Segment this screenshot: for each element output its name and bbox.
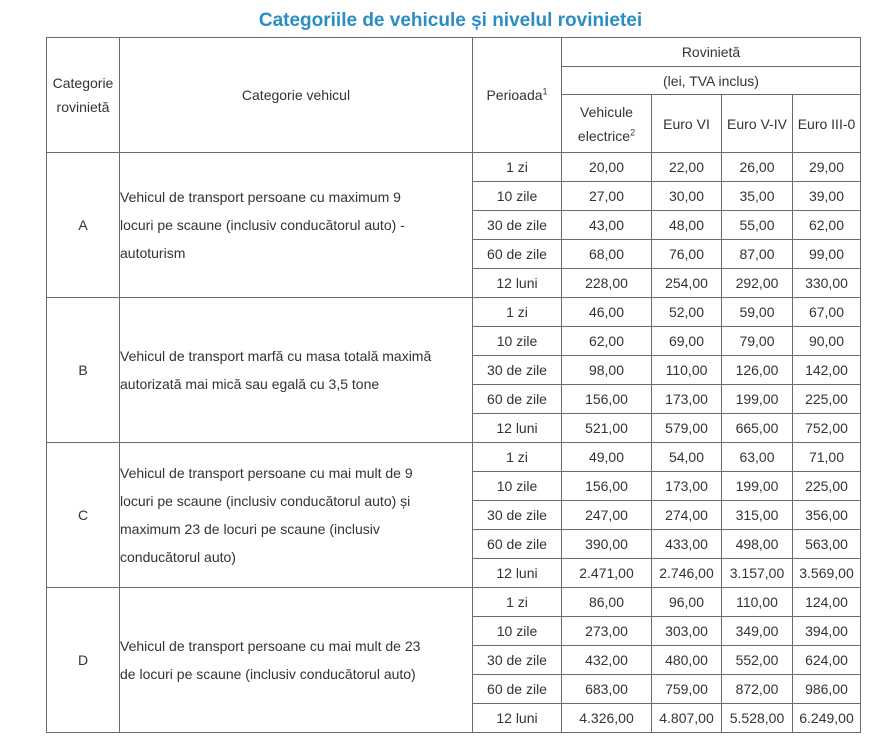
header-vehicule-electrice bbox=[562, 95, 652, 153]
price-electric: 98,00 bbox=[562, 356, 652, 385]
price-electric: 46,00 bbox=[562, 298, 652, 327]
price-euro-v-iv: 87,00 bbox=[722, 240, 793, 269]
period-cell: 12 luni bbox=[473, 414, 562, 443]
price-electric: 432,00 bbox=[562, 646, 652, 675]
period-cell: 30 de zile bbox=[473, 211, 562, 240]
price-electric: 20,00 bbox=[562, 153, 652, 182]
price-electric: 68,00 bbox=[562, 240, 652, 269]
price-euro-v-iv: 63,00 bbox=[722, 443, 793, 472]
price-euro-vi: 303,00 bbox=[652, 617, 722, 646]
category-description bbox=[120, 443, 473, 588]
price-euro-vi: 579,00 bbox=[652, 414, 722, 443]
footnote-2-marker: 2 bbox=[630, 126, 636, 137]
price-euro-vi: 110,00 bbox=[652, 356, 722, 385]
period-cell: 30 de zile bbox=[473, 646, 562, 675]
price-electric: 521,00 bbox=[562, 414, 652, 443]
page-title: Categoriile de vehicule și nivelul rovinietei bbox=[258, 10, 643, 31]
price-euro-iii-0: 142,00 bbox=[793, 356, 861, 385]
price-electric: 86,00 bbox=[562, 588, 652, 617]
price-euro-iii-0: 62,00 bbox=[793, 211, 861, 240]
price-euro-vi: 433,00 bbox=[652, 530, 722, 559]
period-cell: 12 luni bbox=[473, 559, 562, 588]
price-euro-iii-0: 225,00 bbox=[793, 385, 861, 414]
period-cell: 10 zile bbox=[473, 472, 562, 501]
price-euro-iii-0: 225,00 bbox=[793, 472, 861, 501]
category-description-line: maximum 23 de locuri pe scaune (inclusiv bbox=[120, 521, 380, 537]
category-code: D bbox=[47, 588, 120, 733]
period-cell: 10 zile bbox=[473, 617, 562, 646]
price-euro-iii-0: 356,00 bbox=[793, 501, 861, 530]
price-euro-iii-0: 6.249,00 bbox=[793, 704, 861, 733]
price-electric: 49,00 bbox=[562, 443, 652, 472]
price-euro-vi: 48,00 bbox=[652, 211, 722, 240]
period-cell: 1 zi bbox=[473, 588, 562, 617]
category-code: B bbox=[47, 298, 120, 443]
price-euro-v-iv: 552,00 bbox=[722, 646, 793, 675]
period-cell: 30 de zile bbox=[473, 501, 562, 530]
header-euro-vi: Euro VI bbox=[652, 95, 722, 153]
category-description-line: autoturism bbox=[120, 245, 186, 261]
period-cell: 12 luni bbox=[473, 704, 562, 733]
category-description bbox=[120, 298, 473, 443]
category-description bbox=[120, 153, 473, 298]
price-euro-v-iv: 126,00 bbox=[722, 356, 793, 385]
period-cell: 10 zile bbox=[473, 327, 562, 356]
price-euro-v-iv: 349,00 bbox=[722, 617, 793, 646]
price-euro-vi: 4.807,00 bbox=[652, 704, 722, 733]
price-euro-v-iv: 498,00 bbox=[722, 530, 793, 559]
price-euro-vi: 52,00 bbox=[652, 298, 722, 327]
period-cell: 1 zi bbox=[473, 298, 562, 327]
price-electric: 62,00 bbox=[562, 327, 652, 356]
price-euro-iii-0: 986,00 bbox=[793, 675, 861, 704]
category-description-line: autorizată mai mică sau egală cu 3,5 tone bbox=[120, 376, 380, 392]
price-euro-iii-0: 67,00 bbox=[793, 298, 861, 327]
price-euro-v-iv: 665,00 bbox=[722, 414, 793, 443]
price-euro-vi: 22,00 bbox=[652, 153, 722, 182]
table-body bbox=[47, 38, 861, 733]
period-cell: 60 de zile bbox=[473, 385, 562, 414]
table-row bbox=[47, 153, 861, 182]
category-description-line: locuri pe scaune (inclusiv conducătorul auto) și bbox=[120, 493, 411, 509]
category-description bbox=[120, 588, 473, 733]
price-electric: 43,00 bbox=[562, 211, 652, 240]
price-electric: 228,00 bbox=[562, 269, 652, 298]
price-euro-v-iv: 292,00 bbox=[722, 269, 793, 298]
price-euro-iii-0: 71,00 bbox=[793, 443, 861, 472]
footnote-1-marker: 1 bbox=[542, 86, 548, 97]
price-electric: 273,00 bbox=[562, 617, 652, 646]
price-euro-v-iv: 872,00 bbox=[722, 675, 793, 704]
price-euro-v-iv: 26,00 bbox=[722, 153, 793, 182]
price-euro-vi: 69,00 bbox=[652, 327, 722, 356]
price-euro-v-iv: 55,00 bbox=[722, 211, 793, 240]
price-electric: 683,00 bbox=[562, 675, 652, 704]
price-euro-iii-0: 752,00 bbox=[793, 414, 861, 443]
price-euro-vi: 2.746,00 bbox=[652, 559, 722, 588]
price-electric: 27,00 bbox=[562, 182, 652, 211]
price-euro-iii-0: 39,00 bbox=[793, 182, 861, 211]
price-electric: 156,00 bbox=[562, 472, 652, 501]
price-euro-vi: 173,00 bbox=[652, 472, 722, 501]
period-cell: 1 zi bbox=[473, 443, 562, 472]
price-euro-iii-0: 29,00 bbox=[793, 153, 861, 182]
price-euro-v-iv: 315,00 bbox=[722, 501, 793, 530]
table-row bbox=[47, 588, 861, 617]
price-euro-v-iv: 35,00 bbox=[722, 182, 793, 211]
header-categorie-vehicul: Categorie vehicul bbox=[120, 38, 473, 153]
category-description-line: Vehicul de transport persoane cu maximum 9 bbox=[120, 189, 401, 205]
category-description-line: de locuri pe scaune (inclusiv conducătorul auto) bbox=[120, 666, 416, 682]
price-euro-iii-0: 624,00 bbox=[793, 646, 861, 675]
header-perioada-label: Perioada bbox=[486, 87, 543, 103]
header-vehicule-electrice-line2: electrice bbox=[577, 127, 631, 144]
header-rovinieta: Rovinietă bbox=[562, 38, 861, 67]
price-euro-iii-0: 563,00 bbox=[793, 530, 861, 559]
price-euro-v-iv: 59,00 bbox=[722, 298, 793, 327]
price-euro-iii-0: 90,00 bbox=[793, 327, 861, 356]
price-euro-iii-0: 3.569,00 bbox=[793, 559, 861, 588]
table-row bbox=[47, 443, 861, 472]
header-categorie-rovinieta-line2: rovinietă bbox=[56, 99, 110, 115]
price-euro-vi: 173,00 bbox=[652, 385, 722, 414]
category-description-line: locuri pe scaune (inclusiv conducătorul auto) - bbox=[120, 217, 405, 233]
price-euro-v-iv: 199,00 bbox=[722, 472, 793, 501]
category-code: A bbox=[47, 153, 120, 298]
price-euro-vi: 254,00 bbox=[652, 269, 722, 298]
price-euro-vi: 759,00 bbox=[652, 675, 722, 704]
price-euro-v-iv: 199,00 bbox=[722, 385, 793, 414]
header-euro-iii-0: Euro III-0 bbox=[793, 95, 861, 153]
header-categorie-rovinieta bbox=[47, 38, 120, 153]
price-euro-vi: 54,00 bbox=[652, 443, 722, 472]
header-unitate: (lei, TVA inclus) bbox=[562, 67, 861, 95]
price-euro-iii-0: 124,00 bbox=[793, 588, 861, 617]
price-euro-vi: 76,00 bbox=[652, 240, 722, 269]
category-description-line: Vehicul de transport persoane cu mai mult de 9 bbox=[120, 465, 413, 481]
period-cell: 60 de zile bbox=[473, 240, 562, 269]
price-euro-vi: 480,00 bbox=[652, 646, 722, 675]
price-euro-vi: 30,00 bbox=[652, 182, 722, 211]
price-euro-v-iv: 110,00 bbox=[722, 588, 793, 617]
period-cell: 10 zile bbox=[473, 182, 562, 211]
header-categorie-rovinieta-line1: Categorie bbox=[52, 75, 114, 91]
period-cell: 60 de zile bbox=[473, 530, 562, 559]
header-euro-v-iv: Euro V-IV bbox=[722, 95, 793, 153]
vignette-table bbox=[46, 37, 861, 733]
header-vehicule-electrice-line1: Vehicule bbox=[580, 103, 633, 120]
period-cell: 60 de zile bbox=[473, 675, 562, 704]
category-code: C bbox=[47, 443, 120, 588]
price-euro-v-iv: 5.528,00 bbox=[722, 704, 793, 733]
price-electric: 247,00 bbox=[562, 501, 652, 530]
period-cell: 30 de zile bbox=[473, 356, 562, 385]
category-description-line: conducătorul auto) bbox=[120, 549, 236, 565]
header-perioada bbox=[473, 38, 562, 153]
header-row bbox=[47, 38, 861, 67]
price-euro-v-iv: 3.157,00 bbox=[722, 559, 793, 588]
period-cell: 1 zi bbox=[473, 153, 562, 182]
price-euro-vi: 96,00 bbox=[652, 588, 722, 617]
price-electric: 2.471,00 bbox=[562, 559, 652, 588]
category-description-line: Vehicul de transport persoane cu mai mult de 23 bbox=[120, 638, 421, 654]
period-cell: 12 luni bbox=[473, 269, 562, 298]
price-euro-v-iv: 79,00 bbox=[722, 327, 793, 356]
price-electric: 156,00 bbox=[562, 385, 652, 414]
price-euro-iii-0: 394,00 bbox=[793, 617, 861, 646]
table-row bbox=[47, 298, 861, 327]
category-description-line: Vehicul de transport marfă cu masa totală maximă bbox=[120, 348, 432, 364]
price-electric: 4.326,00 bbox=[562, 704, 652, 733]
price-electric: 390,00 bbox=[562, 530, 652, 559]
price-euro-iii-0: 99,00 bbox=[793, 240, 861, 269]
price-euro-vi: 274,00 bbox=[652, 501, 722, 530]
price-euro-iii-0: 330,00 bbox=[793, 269, 861, 298]
